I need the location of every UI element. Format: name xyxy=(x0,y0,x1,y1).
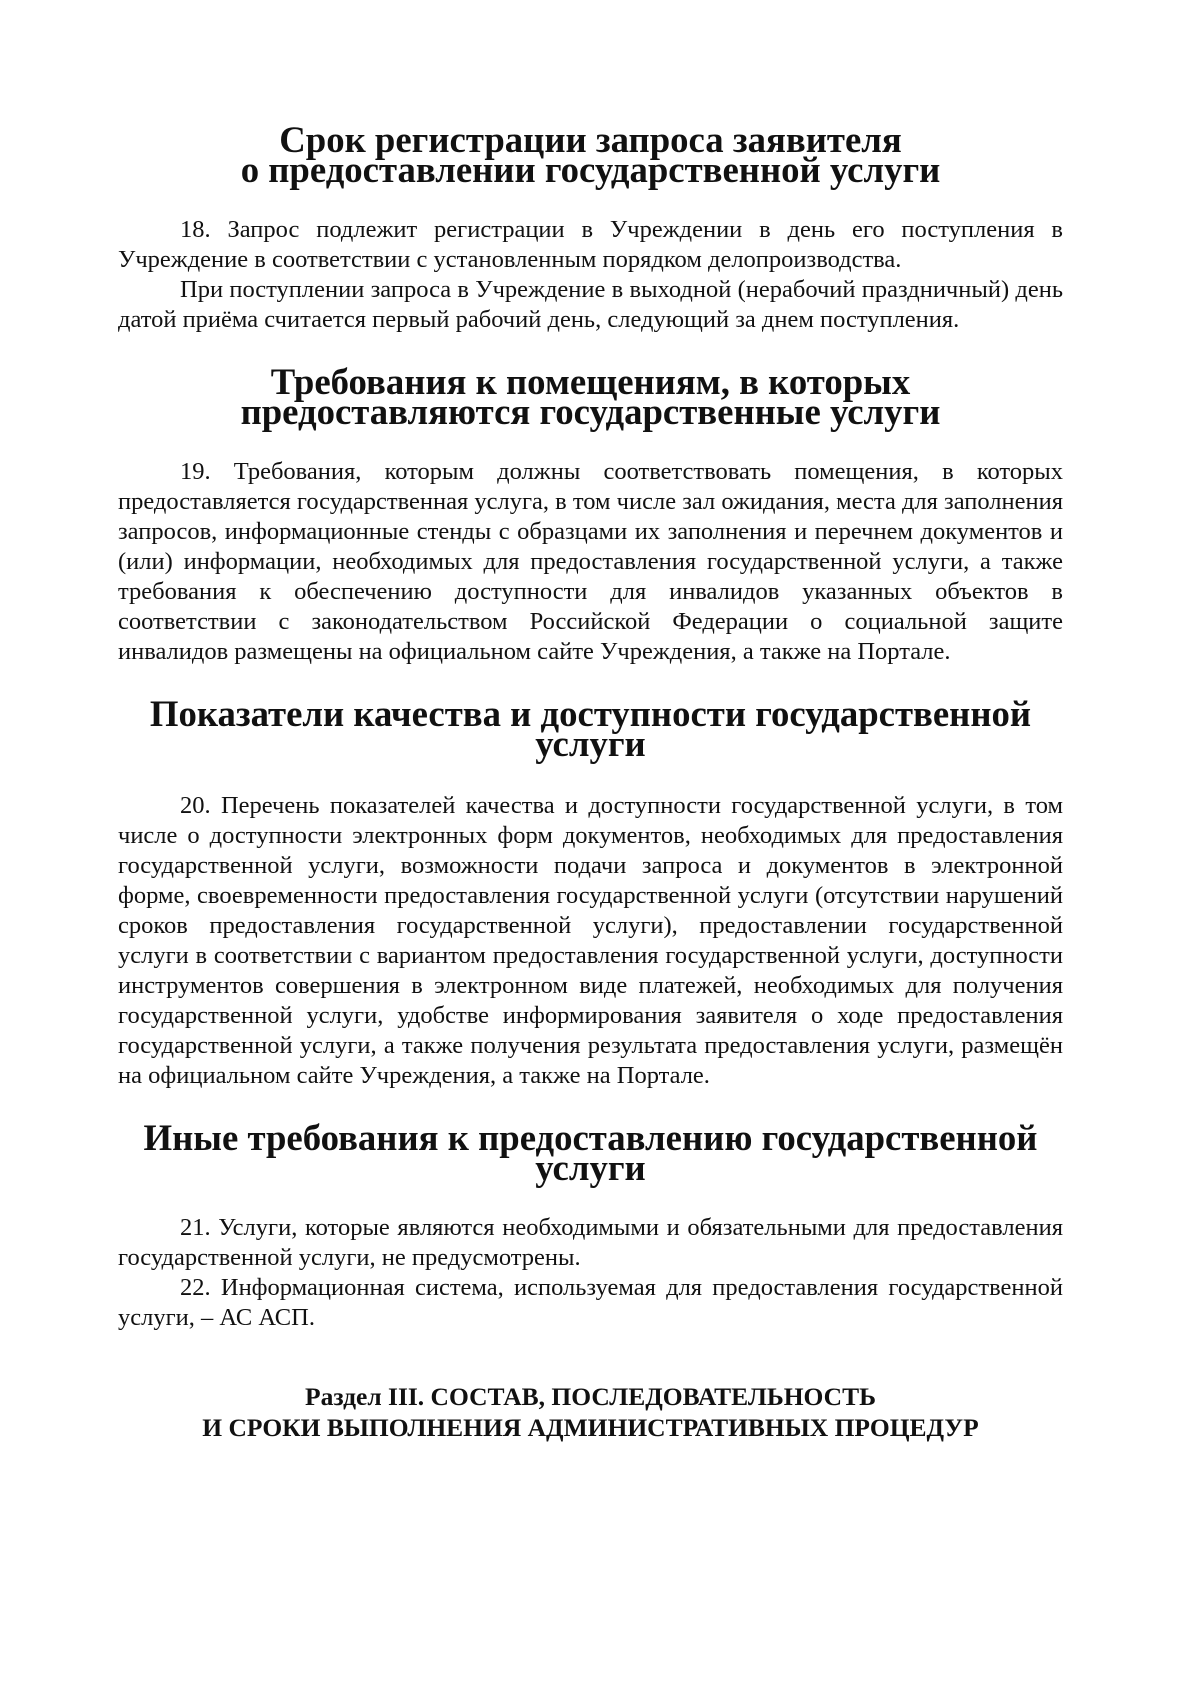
heading-line-2: о предоставлении государственной услуги xyxy=(240,149,941,190)
part-3-title xyxy=(118,1381,1063,1443)
part-title-line-1: Раздел III. СОСТАВ, ПОСЛЕДОВАТЕЛЬНОСТЬ xyxy=(305,1382,876,1411)
section-premises-requirements xyxy=(118,361,1063,667)
paragraph-19: 19. Требования, которым должны соответствовать помещения, в которых предоставляется государственная услуга, в том числе зал ожидания, места для заполнения запросов, информационные стенды с образцами их заполнения и перечнем документов и (или) информации, необходимых для предоставления государственной услуги, а также требования к обеспечению доступности для инвалидов указанных объектов в соответствии с законодательством Российской Федерации о социальной защите инвалидов размещены на официальном сайте Учреждения, а также на Портале. xyxy=(118,458,1063,665)
section-heading-other-requirements xyxy=(118,1117,1063,1188)
section-quality-indicators xyxy=(118,693,1063,1091)
paragraph-22: 22. Информационная система, используемая для предоставления государственной услуги, – АС АСП. xyxy=(118,1274,1063,1331)
section-heading-registration-deadline xyxy=(118,119,1063,190)
section-heading-premises-requirements xyxy=(118,361,1063,432)
heading-line-2: предоставляются государственные услуги xyxy=(240,391,941,432)
paragraph-18-holiday: При поступлении запроса в Учреждение в выходной (нерабочий праздничный) день датой приёма считается первый рабочий день, следующий за днем поступления. xyxy=(118,276,1063,333)
heading-line-1: Требования к помещениям, в которых xyxy=(270,361,911,402)
paragraph-21: 21. Услуги, которые являются необходимыми и обязательными для предоставления государственной услуги, не предусмотрены. xyxy=(118,1214,1063,1271)
part-title-line-2: И СРОКИ ВЫПОЛНЕНИЯ АДМИНИСТРАТИВНЫХ ПРОЦЕДУР xyxy=(202,1413,979,1442)
section-registration-deadline xyxy=(118,119,1063,335)
document-page xyxy=(118,119,1063,1443)
heading-line-1: Срок регистрации запроса заявителя xyxy=(279,119,902,160)
paragraph-18: 18. Запрос подлежит регистрации в Учреждении в день его поступления в Учреждение в соответствии с установленным порядком делопроизводства. xyxy=(118,216,1063,273)
section-heading-quality-indicators xyxy=(118,693,1063,764)
heading-line-1: Иные требования к предоставлению государственной услуги xyxy=(143,1117,1038,1188)
heading-line-1: Показатели качества и доступности государственной услуги xyxy=(149,693,1032,764)
section-other-requirements xyxy=(118,1117,1063,1333)
paragraph-20: 20. Перечень показателей качества и доступности государственной услуги, в том числе о доступности электронных форм документов, необходимых для предоставления государственной услуги, возможности подачи запроса и документов в электронной форме, своевременности предоставления государственной услуги (отсутствии нарушений сроков предоставления государственной услуги), предоставлении государственной услуги в соответствии с вариантом предоставления государственной услуги, доступности инструментов совершения в электронном виде платежей, необходимых для получения государственной услуги, удобстве информирования заявителя о ходе предоставления государственной услуги, а также получения результата предоставления услуги, размещён на официальном сайте Учреждения, а также на Портале. xyxy=(118,792,1063,1089)
